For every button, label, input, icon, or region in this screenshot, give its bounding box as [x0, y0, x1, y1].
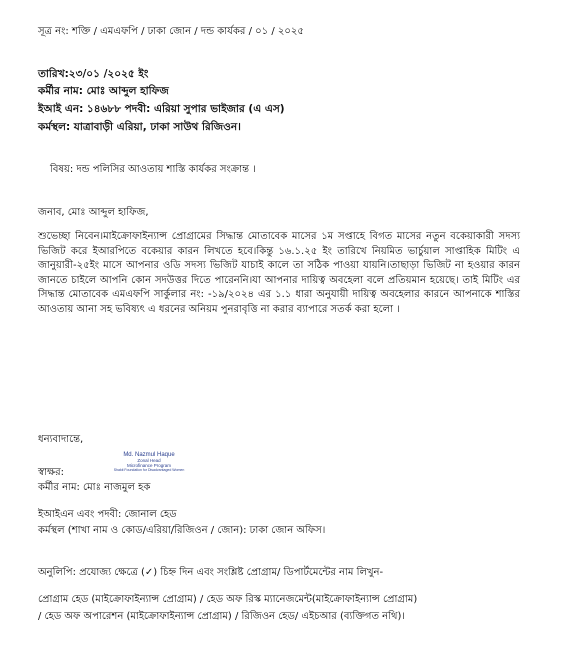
- letter-subject: বিষয়: দন্ড পলিসির আওতায় শাস্তি কার্যকর সংক্রান্ত ।: [50, 164, 256, 175]
- employee-name: কর্মীর নাম: মোঃ আব্দুল হাফিজ: [38, 85, 169, 97]
- reference-number: সূত্র নং: শক্তি / এমএফপি / ঢাকা জোন / দন্ড কার্যকর / ০১ / ২০২৫: [38, 26, 304, 37]
- signer-workplace: কর্মস্থল (শাখা নাম ও কোড/এরিয়া/রিজিওন / জোন): ঢাকা জোন অফিস।: [38, 525, 326, 536]
- letter-body: শুভেচ্ছা নিবেন।মাইক্রোফাইন্যান্স প্রোগ্রামের সিদ্ধান্ত মোতাবেক মাসের ১ম সপ্তাহে বিগত মাসের নতুন বকেয়াকারী সদস্য ভিজিট করে ইআরপিতে বকেয়ার কারন লিখতে হবে।কিন্তু ১৬.১.২৫ ইং তারিখে নিয়মিত ভার্চুয়াল সাপ্তাহিক মিটিং এ জানুয়ারী-২৫ইং মাসে আপনার ওডি সদস্য ভিজিট যাচাই কালে তা সঠিক পাওয়া যায়নি।তাছাড়া ভিজিট না হওয়ার কারন জানতে চাইলে আপনি কোন সদউত্তর দিতে পারেননি।যা আপনার দায়িত্ব অবহেলা বলে প্রতিয়মান হয়েছে। তাই মিটিং এর সিদ্ধান্ত মোতাবেক এমএফপি সার্কুলার নং: -১৯/২০২৪ এর ১.১ ধারা অনুযায়ী দায়িত্ব অবহেলার কারনে আপনাকে শাস্তির আওতায় আনা সহ ভবিষ্যৎ এ ধরনের অনিয়ম পুনরাবৃত্তি না করার ব্যাপারে সতর্ক করা হলো ।: [38, 231, 520, 315]
- signer-name: কর্মীর নাম: মোঃ নাজমুল হক: [38, 482, 151, 493]
- salutation: জনাব, মোঃ আব্দুল হাফিজ,: [38, 207, 149, 218]
- stamp-program: Microfinance Program: [126, 463, 171, 468]
- cc-line-1: প্রোগ্রাম হেড (মাইক্রোফাইন্যান্স প্রোগ্রাম) / হেড অফ রিস্ক ম্যানেজমেন্ট(মাইক্রোফাইন্যান্স প্রোগ্রাম): [38, 594, 418, 605]
- employee-id-designation: ইআই এন: ১৪৬৮৮ পদবী: এরিয়া সুপার ভাইজার (এ এস): [38, 103, 285, 115]
- cc-line-2: / হেড অফ অপারেশন (মাইক্রোফাইন্যান্স প্রোগ্রাম) / রিজিওন হেড/ এইচআর (ব্যক্তিগত নথি)।: [38, 611, 405, 622]
- employee-workplace: কর্মস্থল: যাত্রাবাড়ী এরিয়া, ঢাকা সাউথ রিজিওন।: [38, 121, 241, 133]
- sign-label: স্বাক্ষর:: [38, 467, 64, 478]
- stamp-title: Zonal Head: [137, 458, 161, 463]
- stamp-org: Shakti Foundation for Disadvantaged Women: [113, 468, 185, 472]
- signature-stamp: [104, 452, 194, 472]
- stamp-name: Md. Nazmul Haque: [123, 452, 175, 458]
- closing: ধন্যবাদান্তে,: [38, 434, 84, 445]
- cc-instruction: অনুলিপি: প্রযোজ্য ক্ষেত্রে (✓) চিহ্ন দিন এবং সংশ্লিষ্ট প্রোগ্রাম/ ডিপার্টমেন্টের নাম লিখুন-: [38, 567, 384, 578]
- letter-date: তারিখ:২৩/০১ /২০২৫ ইং: [38, 68, 149, 80]
- signer-ein-designation: ইআইএন এবং পদবী: জোনাল হেড: [38, 509, 177, 520]
